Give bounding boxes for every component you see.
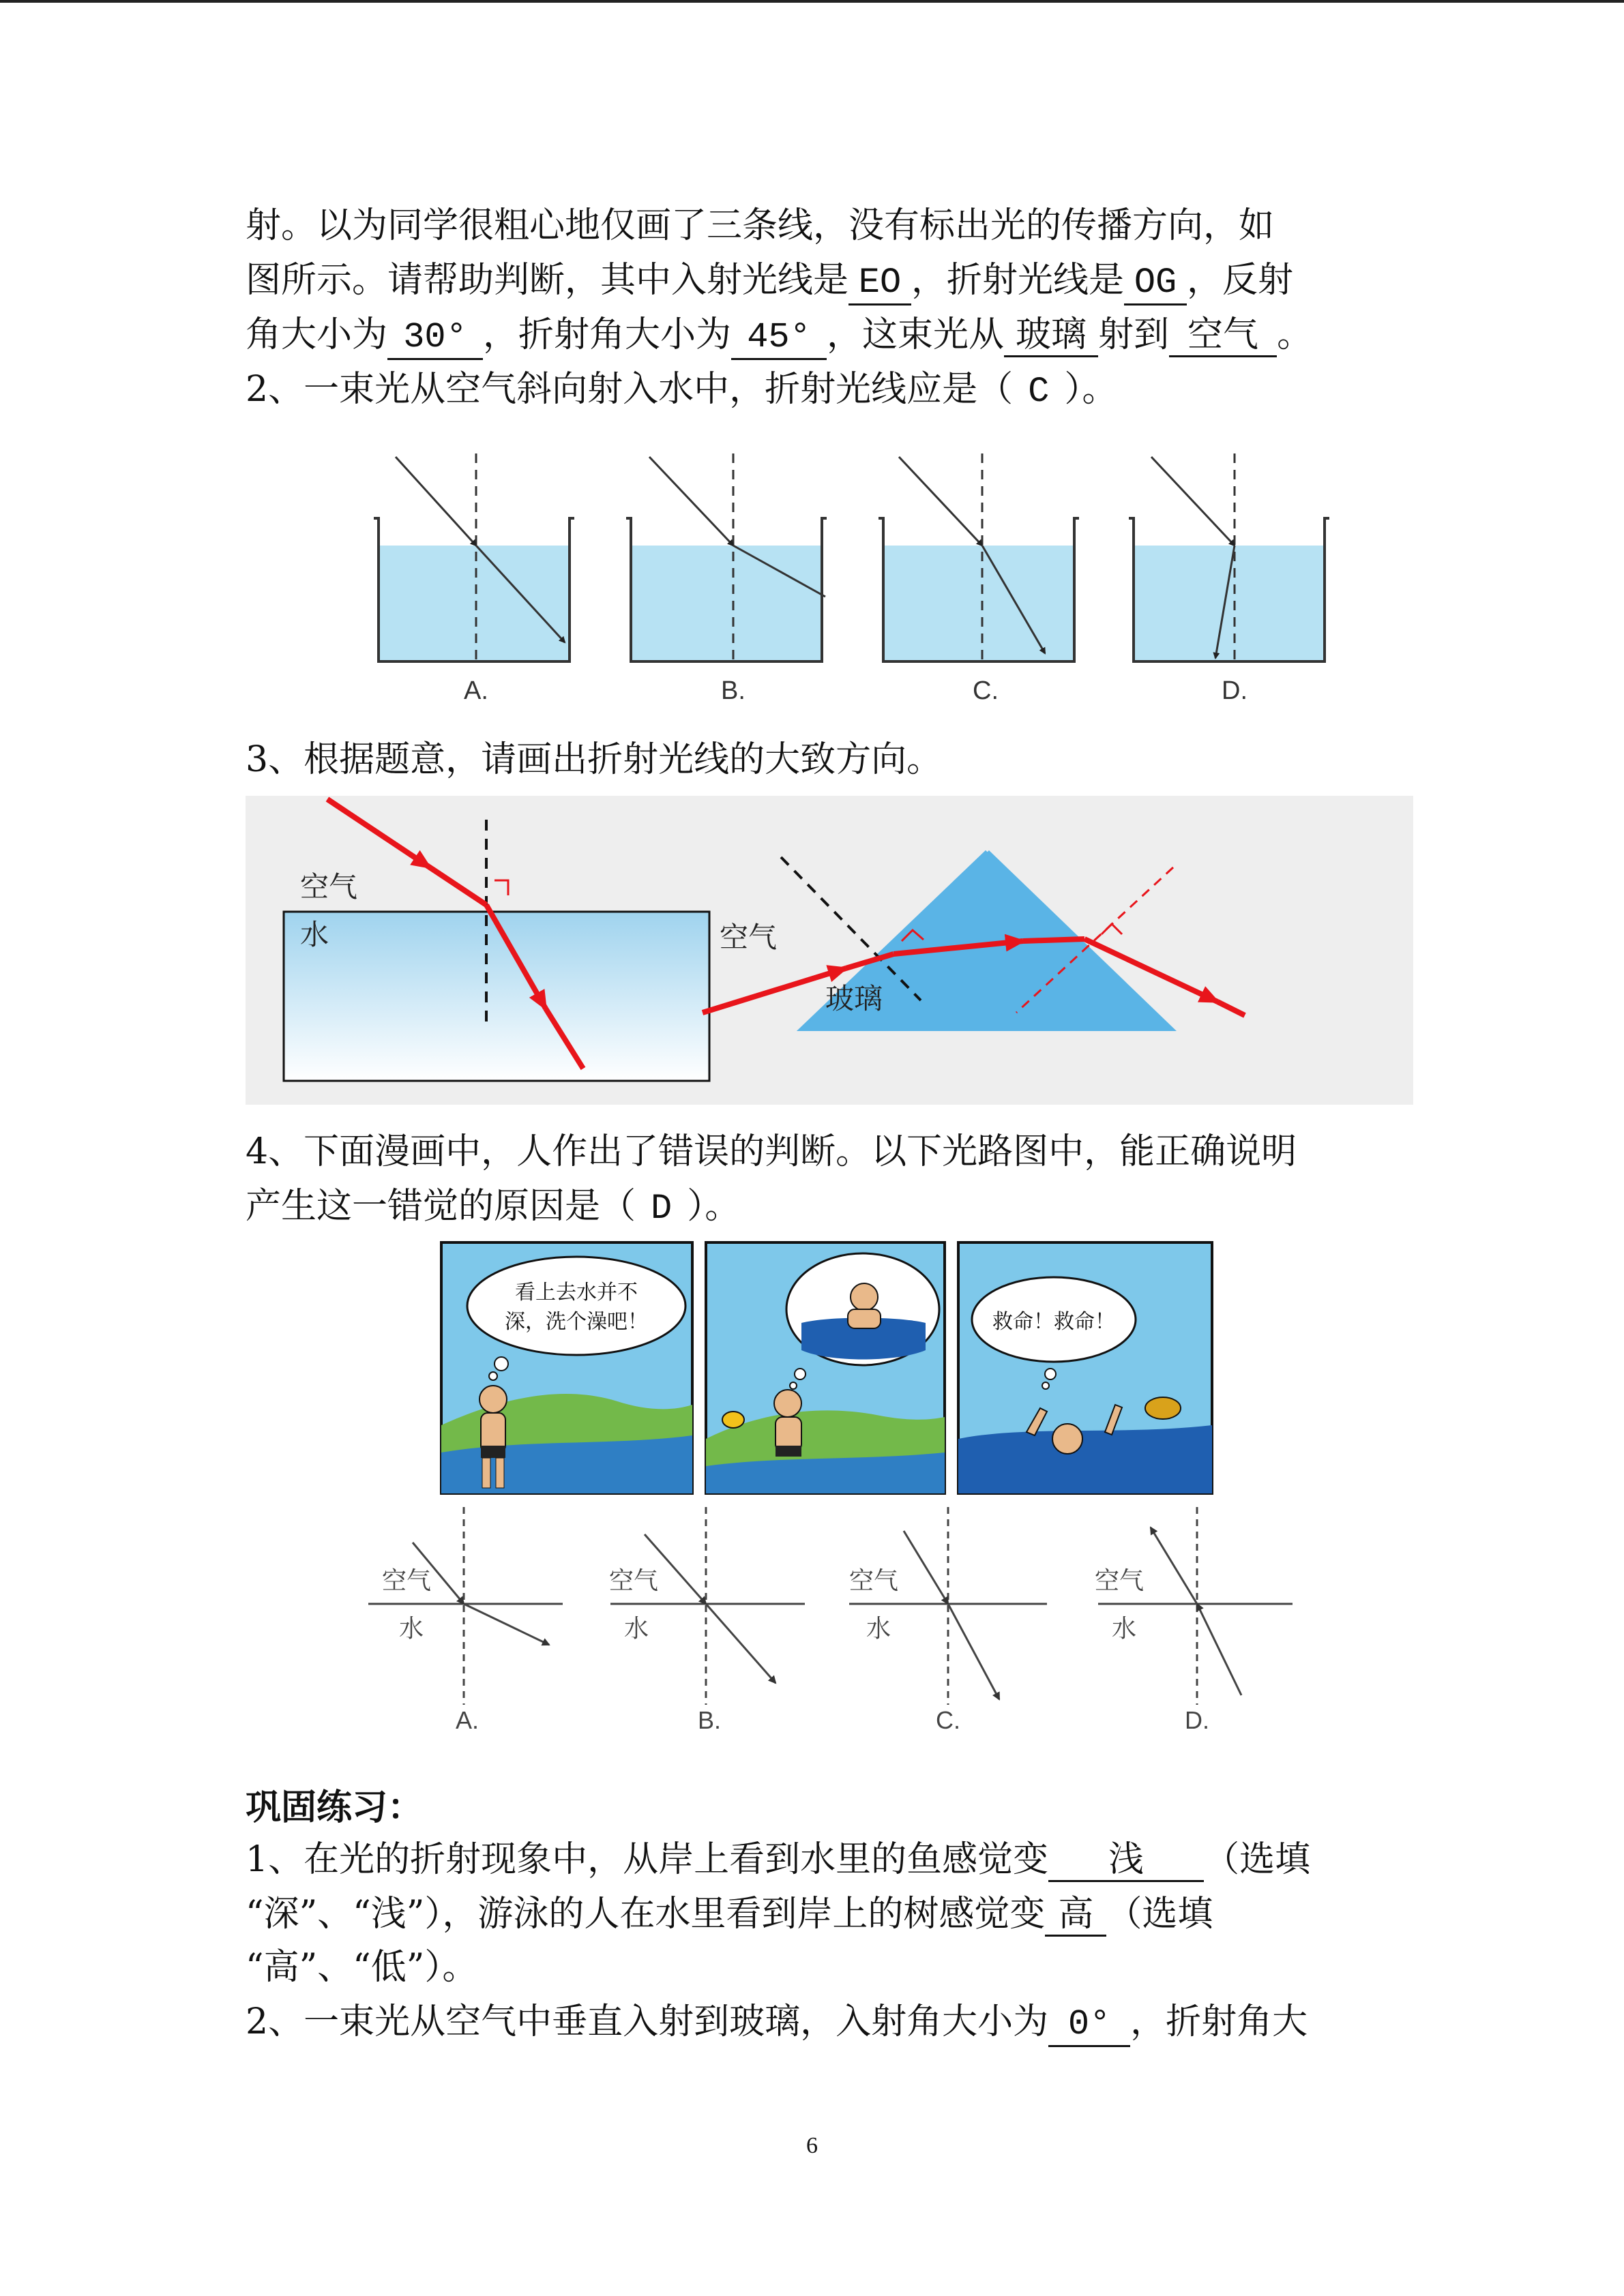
answer-refraction-angle: 45° <box>731 317 827 360</box>
ray-a-air-label: 空气 <box>382 1566 432 1594</box>
q3-air-label-right: 空气 <box>720 921 778 953</box>
comic-panel-3 <box>958 1242 1212 1493</box>
ray-d-air-label: 空气 <box>1095 1566 1145 1594</box>
bubble-3-text: 救命！救命！ <box>992 1310 1115 1334</box>
q4-option-b-label: B. <box>697 1706 722 1734</box>
ray-option-d <box>1095 1507 1293 1705</box>
comic-panel-1 <box>441 1242 692 1493</box>
ray-option-b <box>609 1507 805 1705</box>
answer-fish-depth: 浅 <box>1048 1839 1204 1882</box>
ray-b-water-label: 水 <box>624 1614 649 1642</box>
beaker-option-d <box>1129 453 1329 661</box>
q4-ray-diagrams <box>324 1500 1327 1749</box>
answer-tree-height: 高 <box>1045 1894 1106 1937</box>
intro-line-2: 图所示。请帮助判断，其中入射光线是 EO ，折射光线是 OG ，反射 <box>246 254 1293 307</box>
ray-option-a <box>368 1507 563 1705</box>
ray-option-c <box>849 1507 1047 1705</box>
q2-option-b-label: B. <box>721 676 745 705</box>
q2-option-c-label: C. <box>973 676 999 705</box>
question-4-line-1: 4、下面漫画中，人作出了错误的判断。以下光路图中，能正确说明 <box>246 1131 1297 1172</box>
answer-reflection-angle: 30° <box>387 317 483 360</box>
q3-water-label: 水 <box>300 919 329 951</box>
q4-option-c-label: C. <box>936 1706 960 1734</box>
q4-answer: D <box>651 1189 673 1229</box>
practice-q2-line: 2、一束光从空气中垂直入射到玻璃，入射角大小为 0° ，折射角大 <box>246 1995 1308 2048</box>
q3-glass-label: 玻璃 <box>825 983 883 1015</box>
question-4-line-2: 产生这一错觉的原因是（ D ）。 <box>246 1186 741 1229</box>
practice-q1-line-3: “高”、“低”）。 <box>246 1947 478 1988</box>
answer-refracted-ray: OG <box>1124 263 1187 305</box>
q2-answer: C <box>1028 372 1050 412</box>
intro-line-3: 角大小为 30° ，折射角大小为 45° ，这束光从 玻璃 射到 空气 。 <box>246 308 1312 361</box>
ray-c-water-label: 水 <box>866 1614 891 1642</box>
answer-from-medium: 玻璃 <box>1004 314 1098 357</box>
beaker-option-b <box>626 453 827 661</box>
bubble-1-line-1: 看上去水并不 <box>515 1281 638 1304</box>
question-3: 3、根据题意，请画出折射光线的大致方向。 <box>246 739 943 780</box>
ray-b-air-label: 空气 <box>609 1566 659 1594</box>
page-number: 6 <box>806 2133 818 2158</box>
page-top-rule <box>0 0 1624 3</box>
ray-d-water-label: 水 <box>1112 1614 1137 1642</box>
q2-option-d-label: D. <box>1222 676 1247 705</box>
answer-incident-ray: EO <box>848 263 911 305</box>
q2-option-a-label: A. <box>464 676 488 705</box>
answer-incidence-angle: 0° <box>1048 2004 1130 2047</box>
practice-heading: 巩固练习： <box>246 1787 424 1828</box>
comic-panel-2 <box>706 1242 945 1493</box>
q4-comic-strip <box>440 1241 1214 1495</box>
bubble-1-line-2: 深，洗个澡吧！ <box>505 1310 648 1334</box>
practice-q1-line-1: 1、在光的折射现象中，从岸上看到水里的鱼感觉变 浅 （选填 <box>246 1833 1310 1886</box>
beaker-option-c <box>879 453 1079 661</box>
q3-prism-rays <box>720 796 1413 1105</box>
answer-to-medium: 空气 <box>1169 314 1277 357</box>
q4-option-d-label: D. <box>1185 1706 1209 1734</box>
q2-beaker-diagrams <box>355 443 1350 723</box>
question-2: 2、一束光从空气斜向射入水中，折射光线应是（ C ）。 <box>246 369 1118 412</box>
q3-air-label-left: 空气 <box>300 871 358 903</box>
ray-c-air-label: 空气 <box>849 1566 899 1594</box>
beaker-option-a <box>374 453 574 661</box>
intro-line-1: 射。以为同学很粗心地仅画了三条线，没有标出光的传播方向，如 <box>246 205 1275 246</box>
q4-option-a-label: A. <box>455 1706 479 1734</box>
practice-q1-line-2: “深”、“浅”），游泳的人在水里看到岸上的树感觉变 高 （选填 <box>246 1888 1213 1941</box>
ray-a-water-label: 水 <box>399 1614 424 1642</box>
